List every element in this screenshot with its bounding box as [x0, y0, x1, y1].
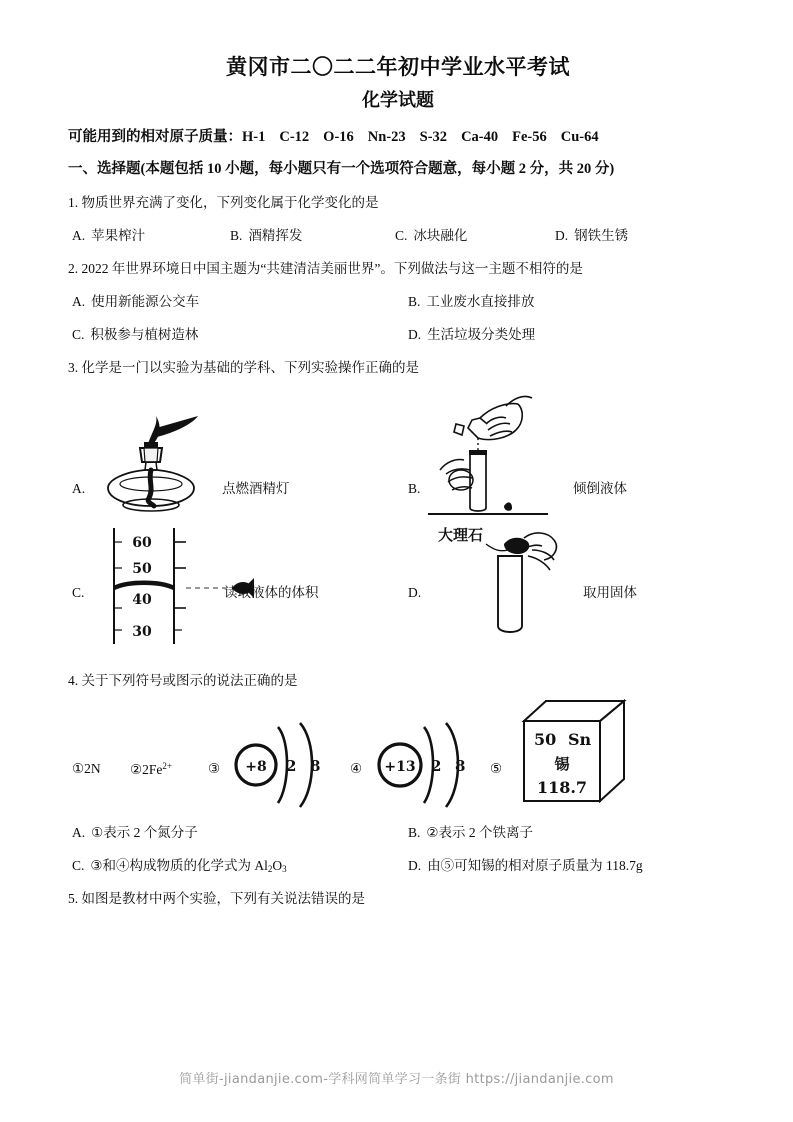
atomic-mass-cu: Cu-64 [560, 129, 599, 145]
page-subtitle: 化学试题 [362, 90, 434, 111]
question-2-options-row-2 [68, 324, 728, 345]
alcohol-lamp-icon [94, 410, 214, 520]
question-2-stem: 2. 2022 年世界环境日中国主题为“共建清洁美丽世界”。下列做法与这一主题不相符的是 [68, 261, 583, 276]
element-atomic-number: 50 [534, 730, 557, 749]
question-3-figure-row-2 [68, 520, 728, 660]
question-1-stem: 1. 物质世界充满了变化，下列变化属于化学变化的是 [68, 195, 379, 210]
cylinder-tick-30: 30 [132, 624, 152, 640]
atom-structure-aluminium-icon [372, 719, 484, 816]
option-caption: 倾倒液体 [573, 481, 627, 496]
option-text: ③和④构成物质的化学式为 Al [90, 858, 268, 873]
option-label: D. [555, 228, 569, 243]
atomic-mass-s: S-32 [419, 129, 448, 145]
option-label: B. [408, 294, 421, 309]
option-text: 生活垃圾分类处理 [427, 327, 536, 342]
question-3-option-c[interactable] [72, 520, 402, 660]
question-3-stem: 3. 化学是一门以实验为基础的学科、下列实验操作正确的是 [68, 360, 419, 375]
symbol-text: 2Fe [142, 762, 163, 777]
question-1-option-b[interactable] [230, 225, 302, 246]
symbol-2-2Fe2plus [130, 761, 172, 778]
question-4-option-a[interactable] [72, 822, 198, 843]
question-3-option-b[interactable] [408, 390, 728, 520]
option-label: B. [230, 228, 243, 243]
element-chinese-name: 锡 [554, 755, 570, 773]
element-cube-tin-icon [516, 697, 646, 818]
question-3-option-d[interactable] [408, 520, 728, 660]
symbol-3-index [208, 761, 220, 777]
question-1-option-a[interactable] [72, 225, 145, 246]
question-3-figure-row-1 [68, 390, 728, 520]
option-label: C. [72, 327, 85, 342]
option-label: D. [408, 327, 422, 342]
question-5-stem: 5. 如图是教材中两个实验，下列有关说法错误的是 [68, 891, 365, 906]
symbol-4-index [350, 761, 362, 777]
relative-atomic-mass-line [68, 126, 728, 148]
question-4-options-row-1 [68, 822, 728, 843]
option-label: D. [408, 585, 422, 600]
shell-electron-count-2: 8 [310, 757, 321, 775]
option-label: C. [72, 585, 85, 600]
option-label: A. [72, 825, 86, 840]
option-text: 钢铁生锈 [574, 228, 629, 243]
question-1-options [68, 225, 728, 246]
formula-subscript-o: 3 [282, 864, 287, 874]
shell-electron-count-1: 2 [286, 757, 297, 775]
option-text: 冰块融化 [413, 228, 468, 243]
symbol-index: ③ [208, 761, 221, 776]
atomic-mass-na: Nn-23 [367, 129, 406, 145]
option-label: C. [395, 228, 408, 243]
option-label: A. [72, 294, 86, 309]
question-1-option-d[interactable] [555, 225, 628, 246]
cylinder-tick-60: 60 [132, 535, 152, 551]
formula-subscript-al: 2 [267, 864, 273, 874]
option-text: 工业废水直接排放 [426, 294, 535, 309]
option-text: ②表示 2 个铁离子 [426, 825, 533, 840]
question-3-option-a[interactable] [72, 390, 402, 520]
question-4-stem: 4. 关于下列符号或图示的说法正确的是 [68, 673, 298, 688]
question-2-options-row-1 [68, 291, 728, 312]
shell-electron-count-1: 2 [431, 757, 442, 775]
cylinder-tick-50: 50 [132, 561, 152, 577]
symbol-index: ④ [350, 761, 363, 776]
option-label: C. [72, 858, 85, 873]
atomic-mass-c: C-12 [279, 129, 310, 145]
symbol-charge: 2+ [162, 761, 172, 771]
formula-oxygen: O [272, 858, 283, 873]
atomic-mass-h: H-1 [242, 129, 266, 145]
element-symbol: Sn [568, 730, 592, 749]
page-title: 黄冈市二〇二二年初中学业水平考试 [226, 54, 570, 79]
nucleus-charge-label: +13 [384, 759, 416, 775]
atomic-mass-values [242, 129, 613, 145]
question-4-option-c[interactable] [72, 855, 287, 880]
shell-electron-count-2: 8 [455, 757, 466, 775]
option-caption: 取用固体 [583, 585, 637, 600]
option-text: 使用新能源公交车 [91, 294, 200, 309]
question-2-option-b[interactable] [408, 291, 534, 312]
question-1-option-c[interactable] [395, 225, 467, 246]
atom-structure-oxygen-icon [230, 719, 340, 816]
question-4-option-d[interactable] [408, 855, 643, 876]
symbol-index: ② [130, 762, 143, 777]
option-label: B. [408, 481, 421, 496]
symbol-text: 2N [84, 761, 101, 776]
marble-label-text: 大理石 [438, 526, 484, 544]
atomic-mass-o: O-16 [323, 129, 354, 145]
footer-watermark: 简单街-jiandanjie.com-学科网简单学习一条街 https://jiandanjie.com [179, 1072, 614, 1087]
symbol-index: ⑤ [490, 761, 503, 776]
question-3-figure-options [68, 390, 728, 660]
option-label: A. [72, 481, 86, 496]
element-relative-atomic-mass: 118.7 [536, 778, 588, 797]
option-caption: 读取液体的体积 [224, 585, 319, 600]
option-text: 由⑤可知锡的相对原子质量为 118.7g [427, 858, 643, 873]
option-text: ①表示 2 个氮分子 [91, 825, 198, 840]
question-4-option-b[interactable] [408, 822, 533, 843]
pouring-liquid-icon [428, 388, 563, 523]
atomic-mass-label: 可能用到的相对原子质量： [68, 129, 242, 145]
symbol-index: ① [72, 761, 85, 776]
question-4-options-row-2 [68, 855, 728, 876]
option-label: D. [408, 858, 422, 873]
option-caption: 点燃酒精灯 [222, 481, 290, 496]
section-heading-multiple-choice: 一、选择题(本题包括 10 小题，每小题只有一个选项符合题意，每小题 2 分，共 20 分) [68, 161, 615, 177]
option-label: A. [72, 228, 86, 243]
question-2-option-a[interactable] [72, 291, 199, 312]
option-text: 苹果榨汁 [91, 228, 146, 243]
question-2-option-d[interactable] [408, 324, 535, 345]
atomic-mass-ca: Ca-40 [461, 129, 499, 145]
symbol-1-2N [72, 761, 101, 777]
option-text: 酒精挥发 [248, 228, 303, 243]
question-4-symbols [68, 703, 728, 808]
page-content [68, 52, 728, 921]
option-label: B. [408, 825, 421, 840]
symbol-5-index [490, 761, 502, 777]
test-tube-solid-icon [436, 520, 586, 653]
atomic-mass-fe: Fe-56 [512, 129, 547, 145]
nucleus-charge-label: +8 [245, 759, 267, 775]
question-2-option-c[interactable] [72, 324, 198, 345]
cylinder-tick-40: 40 [132, 592, 152, 608]
option-text: 积极参与植树造林 [90, 327, 199, 342]
